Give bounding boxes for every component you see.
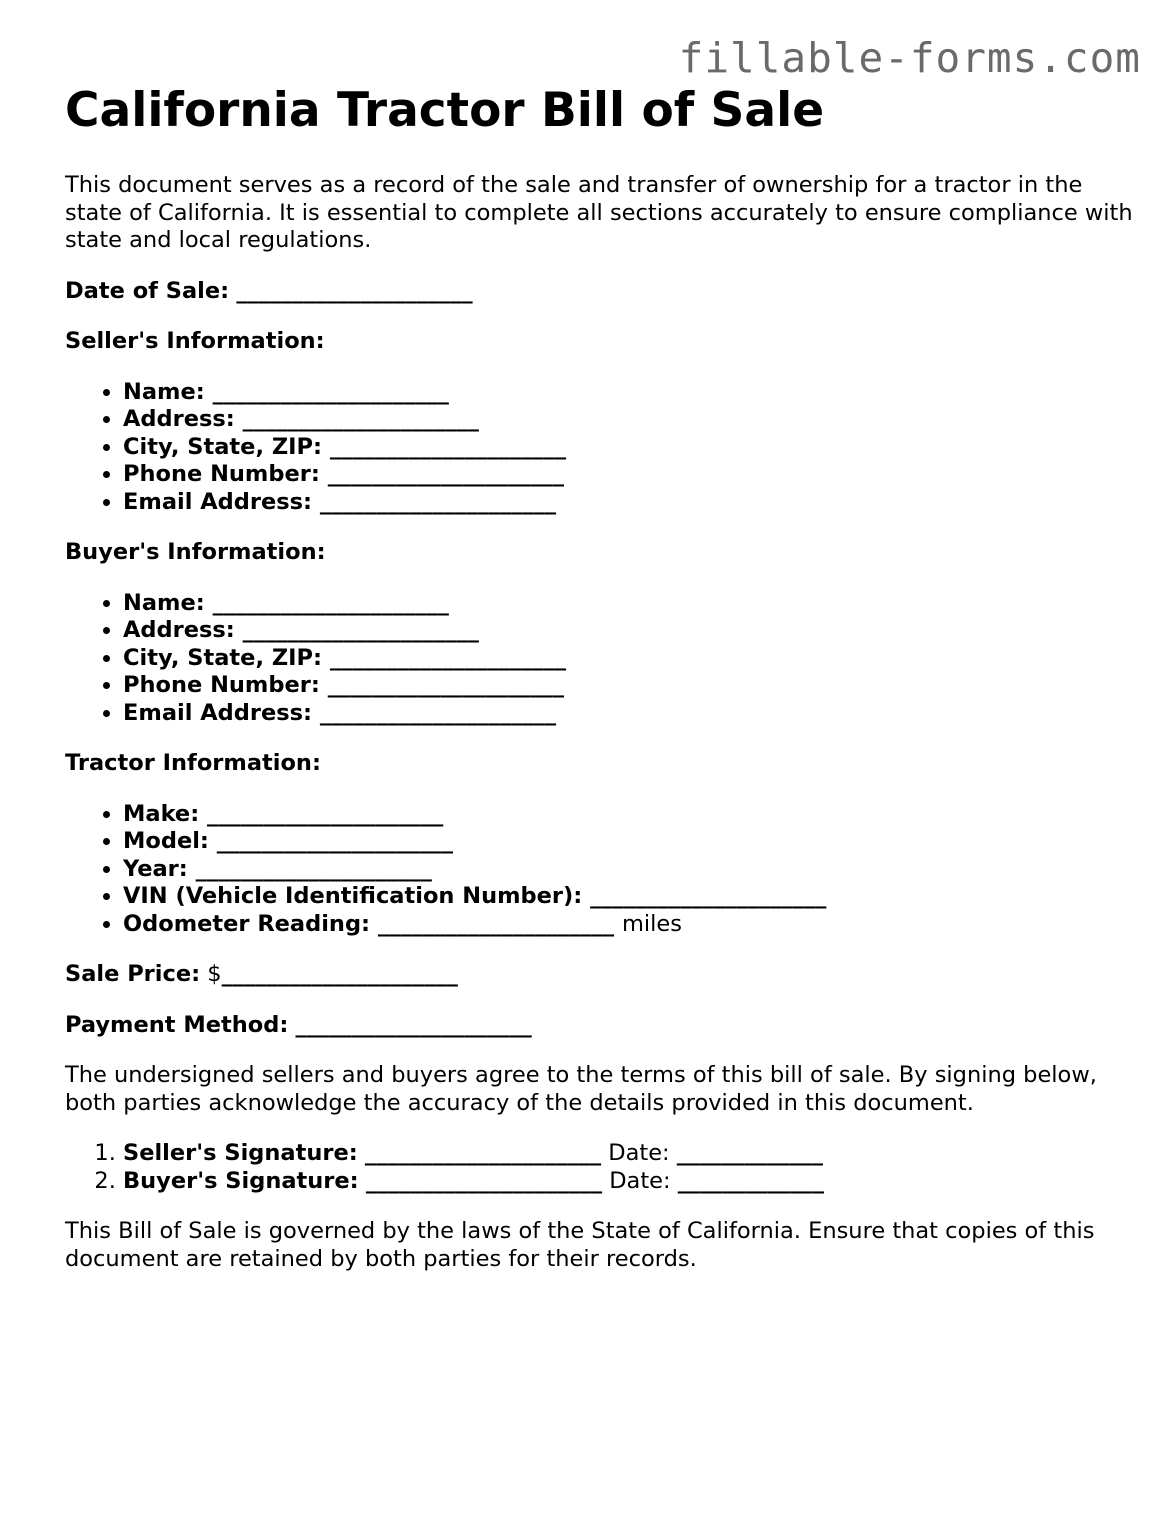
sale-price-label: Sale Price: (65, 961, 201, 988)
tractor-model-field[interactable]: • Model: _____________________ (123, 828, 1135, 856)
payment-method-field[interactable] (65, 1012, 1135, 1040)
buyer-name-field[interactable]: • Name: _____________________ (123, 590, 1135, 618)
seller-date-label: Date: (608, 1140, 670, 1167)
closing-paragraph: This Bill of Sale is governed by the laws of the State of California. Ensure that copies of this document are retained by both parties for their records. (65, 1218, 1095, 1272)
tractor-odometer-field[interactable]: • Odometer Reading: _____________________ miles (123, 911, 1135, 939)
buyer-phone-blank[interactable]: _____________________ (327, 672, 564, 699)
payment-method-blank[interactable]: _____________________ (295, 1011, 532, 1038)
seller-address-field[interactable]: • Address: _____________________ (123, 406, 1135, 434)
seller-signature-field[interactable]: 1. Seller's Signature: _____________________ Date: _____________ (123, 1140, 1135, 1168)
tractor-make-field[interactable]: • Make: _____________________ (123, 801, 1135, 829)
intro-paragraph: This document serves as a record of the sale and transfer of ownership for a tractor in the state of California. It is essential to complete all sections accurately to ensure compliance with state and local regulations. (65, 172, 1133, 254)
tractor-year-field[interactable]: • Year: _____________________ (123, 856, 1135, 884)
sale-price-blank[interactable]: _____________________ (221, 961, 458, 988)
buyer-city-state-zip-field[interactable]: • City, State, ZIP: _____________________ (123, 645, 1135, 673)
seller-heading: Seller's Information: (65, 328, 325, 355)
buyer-date-blank[interactable]: _____________ (677, 1167, 824, 1194)
buyer-fields-list (65, 590, 1135, 728)
seller-email-field[interactable]: • Email Address: _____________________ (123, 489, 1135, 517)
seller-date-blank[interactable]: _____________ (676, 1140, 824, 1167)
tractor-fields-list (65, 801, 1135, 939)
document-body (65, 84, 1135, 1296)
watermark: fillable-forms.com (678, 34, 1141, 82)
seller-name-field[interactable]: • Name: _____________________ (123, 379, 1135, 407)
currency-symbol: $ (207, 961, 222, 988)
page-title: California Tractor Bill of Sale (65, 83, 825, 138)
buyer-address-blank[interactable]: _____________________ (242, 617, 479, 644)
payment-method-label: Payment Method: (65, 1011, 289, 1038)
tractor-year-blank[interactable]: _____________________ (195, 855, 432, 882)
signature-list (65, 1140, 1135, 1195)
tractor-make-blank[interactable]: _____________________ (207, 800, 444, 827)
buyer-signature-field[interactable]: 2. Buyer's Signature: _____________________ Date: _____________ (123, 1168, 1135, 1196)
tractor-vin-field[interactable]: • VIN (Vehicle Identification Number): _____________________ (123, 883, 1135, 911)
tractor-odometer-blank[interactable]: _____________________ (377, 910, 615, 937)
buyer-name-blank[interactable]: _____________________ (212, 589, 449, 616)
seller-phone-blank[interactable]: _____________________ (327, 461, 564, 488)
seller-name-blank[interactable]: _____________________ (212, 378, 449, 405)
tractor-heading: Tractor Information: (65, 750, 321, 777)
buyer-email-field[interactable]: • Email Address: _____________________ (123, 700, 1135, 728)
seller-address-blank[interactable]: _____________________ (242, 406, 479, 433)
buyer-signature-blank[interactable]: _____________________ (365, 1167, 603, 1194)
seller-signature-blank[interactable]: _____________________ (364, 1140, 602, 1167)
buyer-phone-field[interactable]: • Phone Number: _____________________ (123, 672, 1135, 700)
seller-email-blank[interactable]: _____________________ (319, 488, 557, 515)
seller-city-state-zip-field[interactable]: • City, State, ZIP: _____________________ (123, 434, 1135, 462)
odometer-unit: miles (622, 910, 682, 937)
seller-phone-field[interactable]: • Phone Number: _____________________ (123, 461, 1135, 489)
seller-fields-list (65, 379, 1135, 517)
date-of-sale-blank[interactable]: _____________________ (236, 277, 473, 304)
date-of-sale-field[interactable] (65, 278, 1135, 306)
buyer-heading: Buyer's Information: (65, 539, 326, 566)
date-of-sale-label: Date of Sale: (65, 277, 230, 304)
buyer-city-state-zip-blank[interactable]: _____________________ (329, 644, 567, 671)
buyer-email-blank[interactable]: _____________________ (319, 699, 557, 726)
buyer-address-field[interactable]: • Address: _____________________ (123, 617, 1135, 645)
tractor-vin-blank[interactable]: _____________________ (590, 883, 827, 910)
seller-city-state-zip-blank[interactable]: _____________________ (329, 433, 567, 460)
buyer-date-label: Date: (609, 1167, 671, 1194)
agreement-paragraph: The undersigned sellers and buyers agree to the terms of this bill of sale. By signing below, both parties acknowledge the accuracy of the details provided in this document. (65, 1062, 1097, 1116)
sale-price-field[interactable] (65, 961, 1135, 989)
tractor-model-blank[interactable]: _____________________ (216, 828, 454, 855)
